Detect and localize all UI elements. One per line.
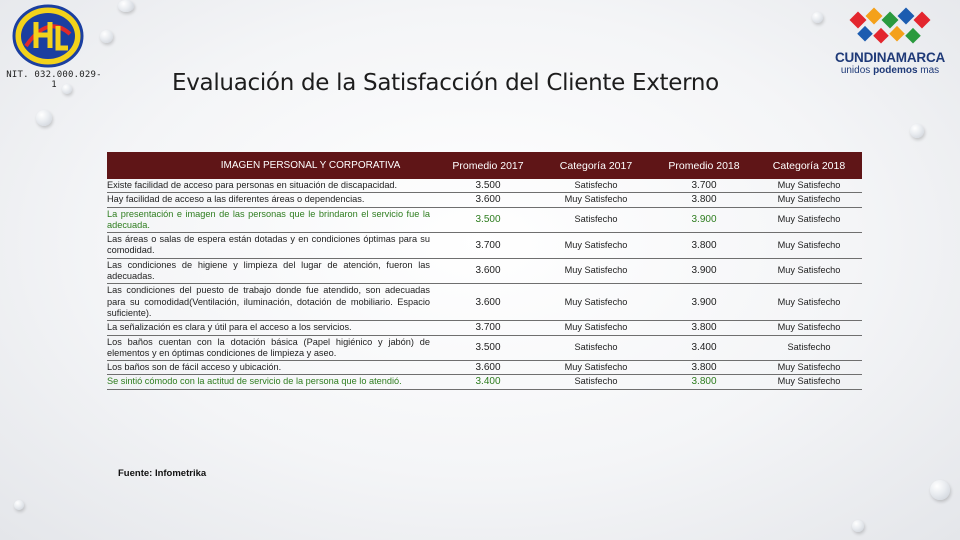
organization-badge-icon [12,4,84,68]
water-drop-decoration [100,30,113,43]
source-note: Fuente: Infometrika [118,468,207,479]
row-categoria-2017: Muy Satisfecho [540,361,652,375]
table-row [107,361,862,375]
brand-wordmark: CUNDINAMARCA [834,50,946,65]
row-promedio-2017: 3.700 [436,321,540,335]
row-categoria-2018: Muy Satisfecho [756,207,862,233]
row-categoria-2018: Satisfecho [756,335,862,361]
row-categoria-2017: Muy Satisfecho [540,193,652,207]
row-categoria-2017: Satisfecho [540,335,652,361]
water-drop-decoration [118,0,134,12]
row-categoria-2018: Muy Satisfecho [756,284,862,321]
table-row [107,207,862,233]
row-categoria-2018: Muy Satisfecho [756,193,862,207]
row-item-text: La señalización es clara y útil para el acceso a los servicios. [107,321,436,335]
table-row [107,375,862,389]
row-categoria-2017: Satisfecho [540,375,652,389]
column-header-item: IMAGEN PERSONAL Y CORPORATIVA [220,160,401,171]
row-promedio-2018: 3.400 [652,335,756,361]
column-header-categoria-2017: Categoría 2017 [559,159,633,172]
row-categoria-2017: Muy Satisfecho [540,233,652,259]
water-drop-decoration [852,520,864,532]
row-promedio-2018: 3.900 [652,284,756,321]
row-promedio-2017: 3.400 [436,375,540,389]
row-promedio-2017: 3.500 [436,179,540,193]
water-drop-decoration [36,110,52,126]
row-categoria-2017: Muy Satisfecho [540,258,652,284]
nit-label: NIT. 032.000.029-1 [6,70,102,90]
cundinamarca-emblem-icon [826,6,954,50]
row-item-text: Los baños son de fácil acceso y ubicación. [107,361,436,375]
row-promedio-2017: 3.600 [436,193,540,207]
row-categoria-2017: Satisfecho [540,207,652,233]
row-promedio-2018: 3.800 [652,233,756,259]
table-row [107,284,862,321]
row-categoria-2018: Muy Satisfecho [756,361,862,375]
brand-slogan: unidos podemos mas [840,65,940,76]
row-promedio-2018: 3.800 [652,361,756,375]
row-item-text: Se sintió cómodo con la actitud de servicio de la persona que lo atendió. [107,375,436,389]
column-header-promedio-2017: Promedio 2017 [452,159,524,172]
column-header-categoria-2018: Categoría 2018 [772,159,846,172]
row-item-text: Existe facilidad de acceso para personas en situación de discapacidad. [107,179,436,193]
row-categoria-2017: Satisfecho [540,179,652,193]
table-row [107,193,862,207]
table-row [107,335,862,361]
water-drop-decoration [14,500,24,510]
row-promedio-2017: 3.500 [436,335,540,361]
table-row [107,233,862,259]
row-item-text: Los baños cuentan con la dotación básica (Papel higiénico y jabón) de elementos y en óptimas condiciones de limpieza y aseo. [107,335,436,361]
row-promedio-2017: 3.600 [436,284,540,321]
row-item-text: Hay facilidad de acceso a las diferentes áreas o dependencias. [107,193,436,207]
row-categoria-2018: Muy Satisfecho [756,258,862,284]
row-promedio-2018: 3.700 [652,179,756,193]
row-promedio-2018: 3.800 [652,375,756,389]
row-categoria-2018: Muy Satisfecho [756,375,862,389]
row-promedio-2018: 3.900 [652,207,756,233]
row-item-text: La presentación e imagen de las personas que le brindaron el servicio fue la adecuada. [107,207,436,233]
row-promedio-2017: 3.600 [436,361,540,375]
row-item-text: Las condiciones de higiene y limpieza del lugar de atención, fueron las adecuadas. [107,258,436,284]
row-promedio-2018: 3.800 [652,193,756,207]
row-promedio-2017: 3.700 [436,233,540,259]
table-row [107,321,862,335]
satisfaction-table [107,152,862,390]
row-categoria-2018: Muy Satisfecho [756,233,862,259]
table-row [107,179,862,193]
row-categoria-2018: Muy Satisfecho [756,179,862,193]
row-promedio-2017: 3.500 [436,207,540,233]
organization-logo [6,4,102,90]
row-item-text: Las áreas o salas de espera están dotadas y en condiciones óptimas para su comodidad. [107,233,436,259]
table-header-row [107,152,862,179]
row-item-text: Las condiciones del puesto de trabajo donde fue atendido, son adecuadas para su comodidad(Ventilación, iluminación, dotación de mobiliario. Espacio suficiente). [107,284,436,321]
cundinamarca-logo [826,6,954,80]
water-drop-decoration [812,12,823,23]
water-drop-decoration [910,124,924,138]
row-promedio-2018: 3.900 [652,258,756,284]
table-row [107,258,862,284]
row-promedio-2018: 3.800 [652,321,756,335]
row-categoria-2017: Muy Satisfecho [540,321,652,335]
row-categoria-2018: Muy Satisfecho [756,321,862,335]
page-title: Evaluación de la Satisfacción del Cliente Externo [172,70,719,96]
row-promedio-2017: 3.600 [436,258,540,284]
column-header-promedio-2018: Promedio 2018 [668,159,740,172]
row-categoria-2017: Muy Satisfecho [540,284,652,321]
water-drop-decoration [930,480,950,500]
